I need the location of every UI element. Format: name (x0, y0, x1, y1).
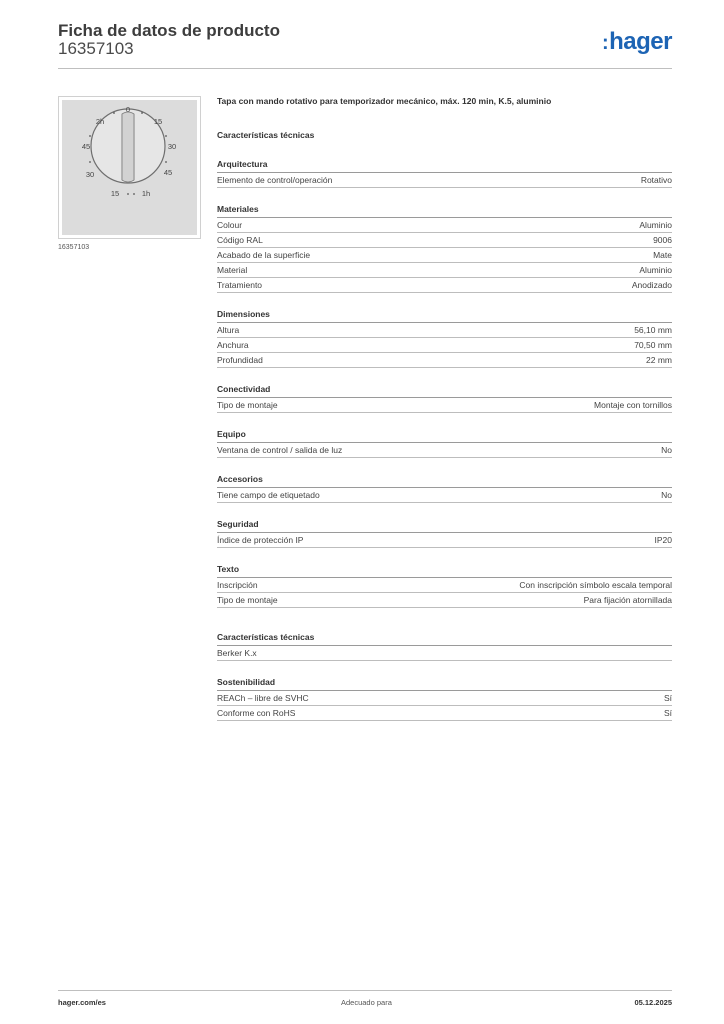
spec-row (217, 398, 672, 413)
section-title: Materiales (217, 200, 672, 218)
product-description: Tapa con mando rotativo para temporizador mecánico, máx. 120 min, K.5, aluminio (217, 96, 552, 106)
section-title: Sostenibilidad (217, 673, 672, 691)
dial-label-1h: 1h (141, 189, 151, 198)
product-code: 16357103 (58, 39, 134, 58)
spec-section (217, 425, 672, 458)
spec-section (217, 470, 672, 503)
spec-value: Sí (663, 693, 672, 703)
section-title: Texto (217, 560, 672, 578)
dial-label-15a: 15 (153, 117, 163, 126)
spec-row (217, 173, 672, 188)
spec-value: No (661, 490, 672, 500)
dial-label-30b: 30 (85, 170, 95, 179)
spec-value: 56,10 mm (634, 325, 672, 335)
footer-center-text: Adecuado para (341, 998, 392, 1007)
spec-label: Colour (217, 220, 243, 230)
spec-row (217, 578, 672, 593)
spec-value: Aluminio (639, 220, 672, 230)
spec-row (217, 278, 672, 293)
product-image (58, 96, 201, 239)
spec-content (217, 96, 672, 721)
spec-row (217, 218, 672, 233)
hager-logo[interactable] (602, 28, 672, 56)
spec-row (217, 488, 672, 503)
spec-label: REACh – libre de SVHC (217, 693, 309, 703)
spec-section (217, 126, 672, 143)
spec-value: Sí (663, 708, 672, 718)
spec-label: Índice de protección IP (217, 535, 304, 545)
spec-value: Con inscripción símbolo escala temporal (519, 580, 672, 590)
spec-row (217, 443, 672, 458)
spec-row (217, 593, 672, 608)
spec-value: 22 mm (646, 355, 672, 365)
spec-value: Rotativo (640, 175, 672, 185)
spec-value: No (661, 445, 672, 455)
dial-dot (113, 112, 115, 114)
spec-section (217, 305, 672, 368)
spec-label: Material (217, 265, 248, 275)
timer-dial-svg (62, 100, 197, 235)
dial-dot (141, 112, 143, 114)
footer-divider (58, 990, 672, 991)
dial-dot (165, 135, 167, 137)
spec-value: 9006 (653, 235, 672, 245)
dial-label-30a: 30 (167, 142, 177, 151)
footer-date: 05.12.2025 (634, 998, 672, 1007)
spec-row (217, 533, 672, 548)
timer-plate (62, 100, 197, 235)
spec-section (217, 380, 672, 413)
section-title: Características técnicas (217, 628, 672, 646)
spec-section (217, 560, 672, 608)
spec-label: Tiene campo de etiquetado (217, 490, 320, 500)
dial-label-45b: 45 (81, 142, 91, 151)
section-title: Conectividad (217, 380, 672, 398)
spec-row (217, 248, 672, 263)
spec-value: Anodizado (631, 280, 672, 290)
spec-value: Aluminio (639, 265, 672, 275)
dial-label-0: 0 (125, 105, 131, 114)
section-title: Accesorios (217, 470, 672, 488)
section-title: Seguridad (217, 515, 672, 533)
spec-label: Anchura (217, 340, 249, 350)
spec-label: Ventana de control / salida de luz (217, 445, 343, 455)
image-caption: 16357103 (58, 244, 90, 251)
section-title: Características técnicas (217, 130, 315, 140)
dial-label-2h: 2h (95, 117, 105, 126)
spec-label: Profundidad (217, 355, 263, 365)
spec-section (217, 515, 672, 548)
page-title: Ficha de datos de producto (58, 21, 280, 40)
footer-website-link[interactable]: hager.com/es (58, 998, 106, 1007)
spec-row (217, 646, 672, 661)
spec-row (217, 263, 672, 278)
logo-text: hager (609, 28, 672, 55)
dial-dot (165, 161, 167, 163)
spec-label: Conforme con RoHS (217, 708, 296, 718)
spec-label: Altura (217, 325, 240, 335)
spec-value: Montaje con tornillos (594, 400, 672, 410)
section-title: Equipo (217, 425, 672, 443)
logo-colon-mark: : (601, 32, 609, 54)
spec-label: Berker K.x (217, 648, 257, 658)
spec-section (217, 628, 672, 661)
spec-label: Tipo de montaje (217, 400, 278, 410)
spec-value: IP20 (654, 535, 672, 545)
header-divider (58, 68, 672, 69)
spec-label: Elemento de control/operación (217, 175, 333, 185)
spec-row (217, 691, 672, 706)
dial-dot (133, 193, 135, 195)
spec-value: 70,50 mm (634, 340, 672, 350)
dial-grip (122, 112, 134, 182)
spec-label: Tratamiento (217, 280, 263, 290)
dial-label-45a: 45 (163, 168, 173, 177)
section-title: Dimensiones (217, 305, 672, 323)
spec-section (217, 155, 672, 188)
spec-row (217, 323, 672, 338)
dial-label-15b: 15 (110, 189, 120, 198)
spec-label: Código RAL (217, 235, 263, 245)
spec-row (217, 706, 672, 721)
spec-value: Para fijación atornillada (583, 595, 672, 605)
spec-section (217, 673, 672, 721)
section-title: Arquitectura (217, 155, 672, 173)
spec-label: Inscripción (217, 580, 258, 590)
spec-section (217, 200, 672, 293)
dial-dot (89, 161, 91, 163)
spec-row (217, 338, 672, 353)
spec-label: Acabado de la superficie (217, 250, 311, 260)
spec-value: Mate (653, 250, 672, 260)
dial-dot (89, 135, 91, 137)
spec-row (217, 353, 672, 368)
dial-dot (127, 193, 129, 195)
spec-row (217, 233, 672, 248)
spec-label: Tipo de montaje (217, 595, 278, 605)
